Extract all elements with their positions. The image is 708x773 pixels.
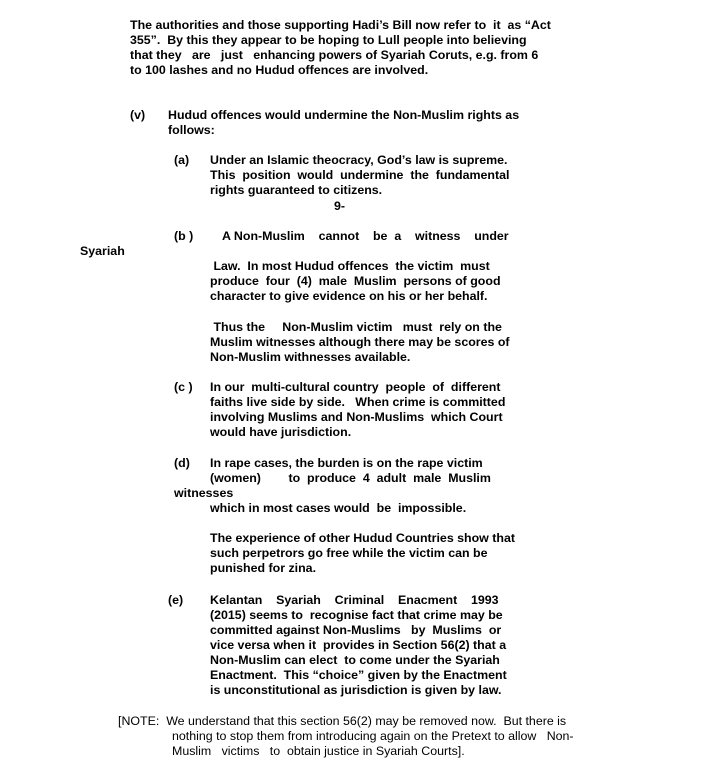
note-line: nothing to stop them from introducing again on the Pretext to allow Non- bbox=[172, 729, 574, 743]
item-b-line: A Non-Muslim cannot be a witness under bbox=[222, 229, 509, 243]
item-d-line: such perpetrors go free while the victim can be bbox=[210, 546, 488, 560]
item-d-line: In rape cases, the burden is on the rape victim bbox=[210, 456, 483, 470]
item-a-line: This position would undermine the fundamental bbox=[210, 168, 510, 182]
item-c-line: faiths live side by side. When crime is committed bbox=[210, 395, 506, 409]
item-e-line: Non-Muslim can elect to come under the Syariah bbox=[210, 653, 500, 667]
section-v-marker: (v) bbox=[130, 108, 146, 122]
item-e-line: vice versa when it provides in Section 56(2) that a bbox=[210, 638, 507, 652]
item-b-line: character to give evidence on his or her behalf. bbox=[210, 289, 488, 303]
item-d-wrap-word: witnesses bbox=[174, 486, 234, 500]
section-v-line: Hudud offences would undermine the Non-Muslim rights as bbox=[168, 108, 520, 122]
item-e-line: is unconstitutional as jurisdiction is given by law. bbox=[210, 683, 502, 697]
page-number: 9- bbox=[334, 199, 346, 213]
item-e-marker: (e) bbox=[168, 593, 184, 607]
item-e-line: Kelantan Syariah Criminal Enacment 1993 bbox=[210, 593, 499, 607]
item-b-line: Thus the Non-Muslim victim must rely on the bbox=[210, 320, 502, 334]
item-d-marker: (d) bbox=[174, 456, 190, 470]
item-e-line: Enactment. This “choice” given by the Enactment bbox=[210, 668, 507, 682]
item-a-marker: (a) bbox=[174, 153, 190, 167]
item-b-line: produce four (4) male Muslim persons of good bbox=[210, 274, 501, 288]
margin-word: Syariah bbox=[80, 244, 125, 258]
item-e-line: (2015) seems to recognise fact that crime may be bbox=[210, 608, 503, 622]
intro-line: that they are just enhancing powers of Syariah Coruts, e.g. from 6 bbox=[130, 48, 539, 62]
item-b-line: Muslim witnesses although there may be scores of bbox=[210, 335, 510, 349]
section-v-line: follows: bbox=[168, 123, 215, 137]
item-c-line: involving Muslims and Non-Muslims which Court bbox=[210, 410, 503, 424]
intro-line: 355”. By this they appear to be hoping to Lull people into believing bbox=[130, 33, 527, 47]
note-line: Muslim victims to obtain justice in Syariah Courts]. bbox=[172, 744, 465, 758]
item-d-line: punished for zina. bbox=[210, 561, 317, 575]
item-b-line: Non-Muslim withnesses available. bbox=[210, 350, 411, 364]
intro-line: The authorities and those supporting Hadi’s Bill now refer to it as “Act bbox=[130, 18, 551, 32]
item-d-line: The experience of other Hudud Countries show that bbox=[210, 531, 515, 545]
item-c-marker: (c ) bbox=[174, 380, 193, 394]
intro-line: to 100 lashes and no Hudud offences are involved. bbox=[130, 63, 429, 77]
note-line: [NOTE: We understand that this section 56(2) may be removed now. But there is bbox=[118, 714, 567, 728]
item-d-line: which in most cases would be impossible. bbox=[210, 501, 467, 515]
item-a-line: Under an Islamic theocracy, God’s law is supreme. bbox=[210, 153, 508, 167]
item-b-marker: (b ) bbox=[174, 229, 194, 243]
item-d-line: (women) to produce 4 adult male Muslim bbox=[210, 471, 491, 485]
item-e-line: committed against Non-Muslims by Muslims or bbox=[210, 623, 502, 637]
item-c-line: would have jurisdiction. bbox=[210, 425, 352, 439]
item-b-line: Law. In most Hudud offences the victim must bbox=[210, 259, 490, 273]
item-c-line: In our multi-cultural country people of different bbox=[210, 380, 501, 394]
item-a-line: rights guaranteed to citizens. bbox=[210, 183, 383, 197]
